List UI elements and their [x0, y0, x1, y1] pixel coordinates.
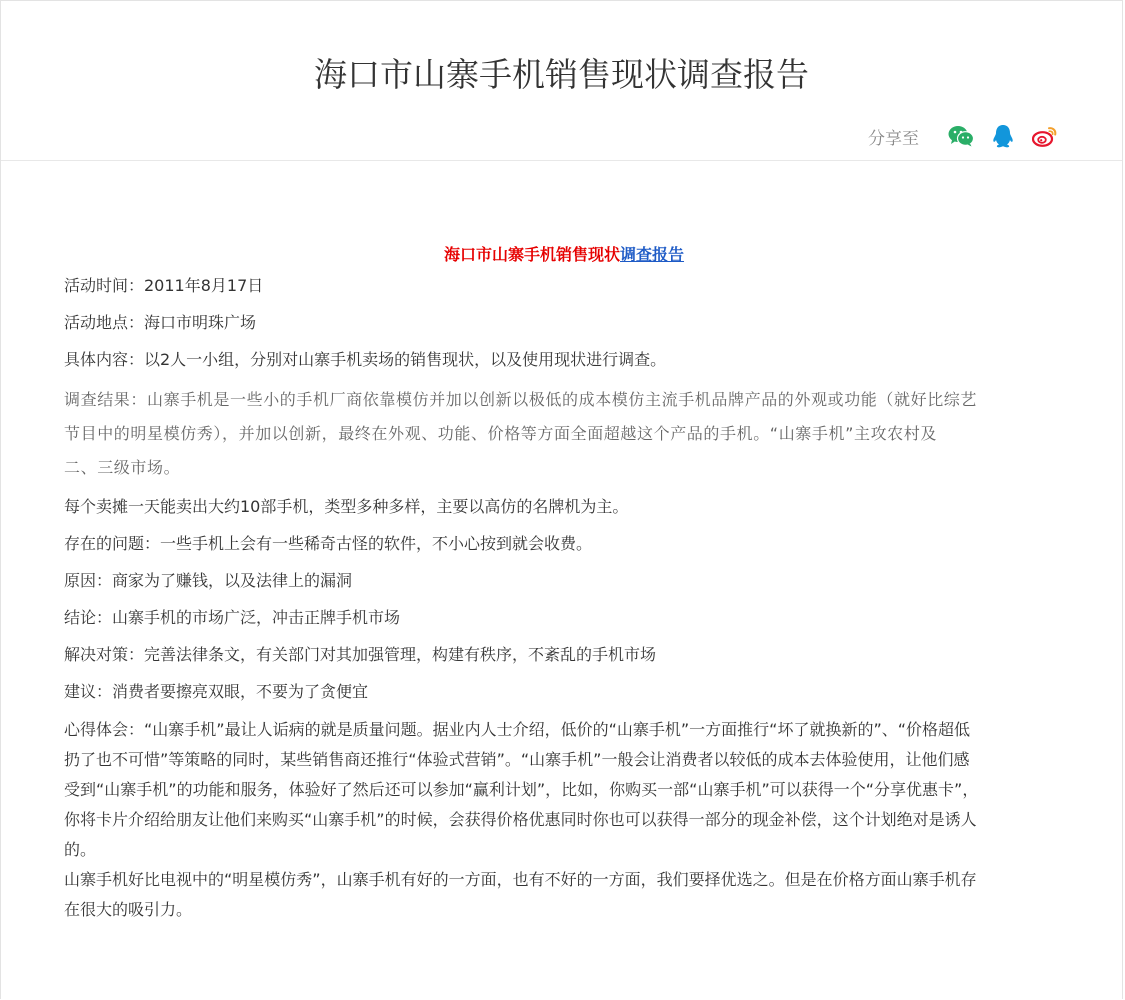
sales-info: 每个卖摊一天能卖出大约10部手机，类型多种多样，主要以高仿的名牌机为主。: [64, 497, 629, 516]
share-label: 分享至: [868, 128, 919, 149]
survey-result-line: 调查结果：山寨手机是一些小的手机厂商依靠模仿并加以创新以极低的成本模仿主流手机品牌产品的外观或功能（就好比综艺: [64, 390, 978, 409]
advice-info: 建议：消费者要擦亮双眼，不要为了贪便宜: [64, 682, 369, 701]
problem-info: 存在的问题：一些手机上会有一些稀奇古怪的软件，不小心按到就会收费。: [64, 534, 593, 553]
solution-info: 解决对策：完善法律条文，有关部门对其加强管理，构建有秩序，不紊乱的手机市场: [64, 645, 657, 664]
experience-paragraph: [64, 715, 1064, 865]
activity-content: 具体内容：以2人一小组，分别对山寨手机卖场的销售现状，以及使用现状进行调查。: [64, 350, 667, 369]
article-header: [1, 1, 1122, 161]
article-body: [64, 241, 1064, 925]
experience-line: 心得体会：“山寨手机”最让人诟病的就是质量问题。据业内人士介绍，低价的“山寨手机”一方面推行“坏了就换新的”、“价格超低: [64, 720, 971, 739]
survey-result-line: 二、三级市场。: [64, 458, 181, 477]
activity-place: 活动地点：海口市明珠广场: [64, 313, 257, 332]
share-bar: [868, 122, 1059, 150]
article-heading: [64, 241, 1064, 269]
article-heading-text: 海口市山寨手机销售现状: [443, 245, 620, 264]
share-weibo-button[interactable]: [1031, 122, 1059, 150]
activity-time: 活动时间：2011年8月17日: [64, 276, 264, 295]
report-link[interactable]: 调查报告: [620, 245, 685, 264]
closing-paragraph: [64, 865, 1064, 925]
page-title: 海口市山寨手机销售现状调查报告: [314, 55, 809, 94]
weibo-icon: [1032, 125, 1058, 147]
qq-icon: [992, 124, 1014, 148]
closing-line: 山寨手机好比电视中的“明星模仿秀”，山寨手机有好的一方面，也有不好的一方面，我们要择优选之。但是在价格方面山寨手机存: [64, 870, 977, 889]
survey-result: [64, 383, 1064, 485]
experience-line: 你将卡片介绍给朋友让他们来购买“山寨手机”的时候，会获得价格优惠同时你也可以获得一部分的现金补偿，这个计划绝对是诱人: [64, 810, 977, 829]
experience-line: 的。: [64, 840, 97, 859]
experience-line: 受到“山寨手机”的功能和服务，体验好了然后还可以参加“赢利计划”，比如，你购买一部“山寨手机”可以获得一个“分享优惠卡”，: [64, 780, 979, 799]
conclusion-info: 结论：山寨手机的市场广泛，冲击正牌手机市场: [64, 608, 401, 627]
experience-line: 扔了也不可惜”等策略的同时，某些销售商还推行“体验式营销”。“山寨手机”一般会让消费者以较低的成本去体验使用，让他们感: [64, 750, 970, 769]
wechat-icon: [948, 125, 974, 147]
share-qq-button[interactable]: [989, 122, 1017, 150]
reason-info: 原因：商家为了赚钱，以及法律上的漏洞: [64, 571, 353, 590]
survey-result-line: 节目中的明星模仿秀），并加以创新，最终在外观、功能、价格等方面全面超越这个产品的手机。“山寨手机”主攻农村及: [64, 424, 937, 443]
closing-line: 在很大的吸引力。: [64, 900, 193, 919]
share-wechat-button[interactable]: [947, 122, 975, 150]
